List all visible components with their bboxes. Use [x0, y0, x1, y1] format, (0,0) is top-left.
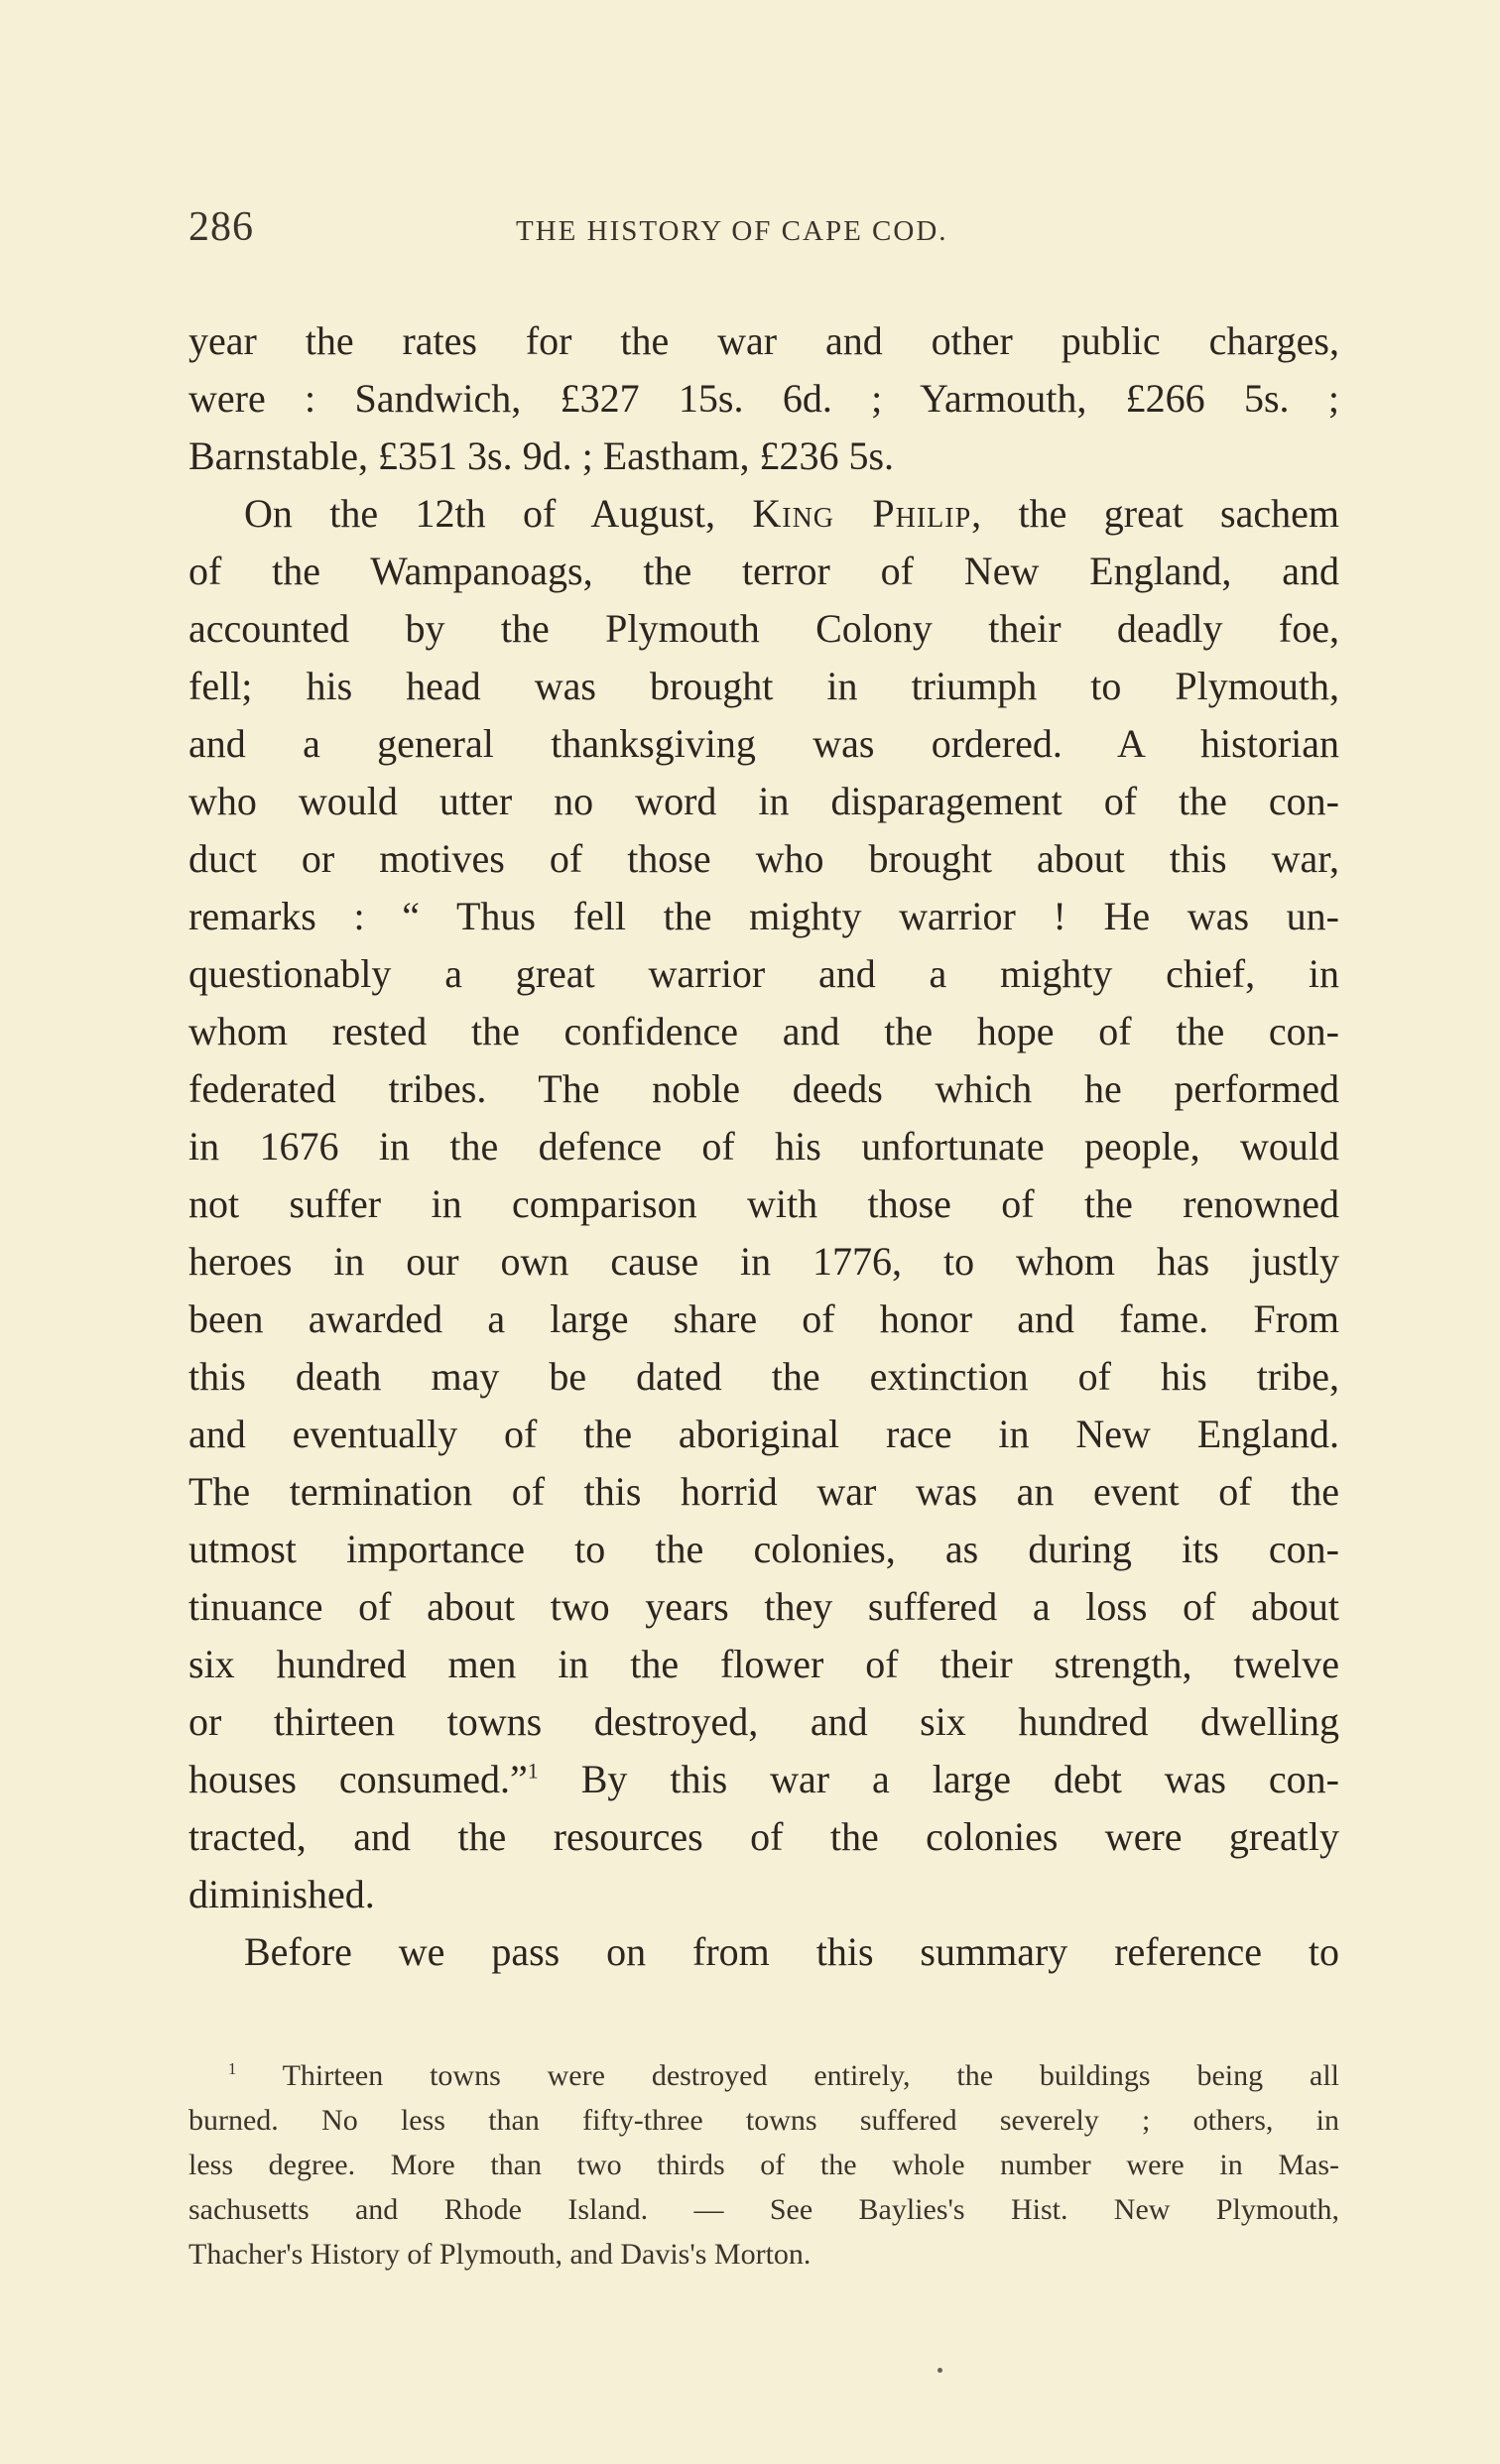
- footnote-line: burned. No less than fifty-three towns suffered severely ; others, in: [188, 2104, 1339, 2137]
- footnote-line: sachusetts and Rhode Island. — See Baylies's Hist. New Plymouth,: [188, 2193, 1339, 2226]
- page-header: [188, 203, 1339, 263]
- text-fragment: houses consumed.”: [188, 1757, 528, 1801]
- footnote-line: less degree. More than two thirds of the whole number were in Mas-: [188, 2149, 1339, 2181]
- text-fragment: the 12th of August,: [329, 491, 715, 536]
- text-line: or thirteen towns destroyed, and six hundred dwelling: [188, 1699, 1339, 1744]
- text-line: not suffer in comparison with those of the renowned: [188, 1181, 1339, 1226]
- footnotes: [188, 2053, 1339, 2277]
- text-line: tracted, and the resources of the colonies were greatly: [188, 1814, 1339, 1859]
- text-line: Barnstable, £351 3s. 9d. ; Eastham, £236 5s.: [188, 433, 895, 478]
- text-line: and a general thanksgiving was ordered. A historian: [188, 721, 1339, 766]
- text-fragment: Thirteen towns were destroyed entirely, the buildings being all: [236, 2059, 1339, 2092]
- text-line: six hundred men in the flower of their strength, twelve: [188, 1642, 1339, 1686]
- text-line: federated tribes. The noble deeds which he performed: [188, 1066, 1339, 1111]
- text-line: questionably a great warrior and a mighty chief, in: [188, 951, 1339, 996]
- footnote-reference: 1: [527, 1758, 539, 1784]
- text-fragment: On: [244, 491, 293, 536]
- text-line: Before we pass on from this summary reference to: [244, 1929, 1339, 1974]
- page-number: 286: [188, 204, 254, 250]
- text-line: in 1676 in the defence of his unfortunate people, would: [188, 1124, 1339, 1169]
- text-line: who would utter no word in disparagement of the con-: [188, 779, 1339, 823]
- text-line: diminished.: [188, 1872, 375, 1916]
- text-fragment: , the great sachem: [971, 491, 1339, 536]
- text-line: remarks : “ Thus fell the mighty warrior ! He was un-: [188, 894, 1339, 938]
- running-title: THE HISTORY OF CAPE COD.: [516, 215, 948, 247]
- text-line: been awarded a large share of honor and fame. From: [188, 1296, 1339, 1341]
- text-line: whom rested the confidence and the hope of the con-: [188, 1009, 1339, 1053]
- text-line: of the Wampanoags, the terror of New England, and: [188, 549, 1339, 593]
- text-line: utmost importance to the colonies, as during its con-: [188, 1527, 1339, 1571]
- footnote-line: Thacher's History of Plymouth, and Davis's Morton.: [188, 2238, 812, 2271]
- text-line: [188, 1751, 1339, 1808]
- king-philip-name: King Philip: [752, 491, 972, 536]
- paper-speck: [938, 2368, 942, 2373]
- text-fragment: By this war a large debt was con-: [538, 1757, 1340, 1801]
- text-line: duct or motives of those who brought about this war,: [188, 836, 1339, 881]
- text-line: fell; his head was brought in triumph to Plymouth,: [188, 664, 1339, 708]
- text-line: tinuance of about two years they suffered a loss of about: [188, 1584, 1339, 1629]
- text-line: The termination of this horrid war was an event of the: [188, 1469, 1339, 1514]
- text-line: [188, 485, 1339, 543]
- text-line: this death may be dated the extinction of his tribe,: [188, 1354, 1339, 1399]
- text-line: were : Sandwich, £327 15s. 6d. ; Yarmouth, £266 5s. ;: [188, 376, 1339, 421]
- text-line: year the rates for the war and other public charges,: [188, 318, 1339, 363]
- footnote-line: [188, 2053, 1339, 2098]
- text-line: heroes in our own cause in 1776, to whom has justly: [188, 1239, 1339, 1284]
- text-line: accounted by the Plymouth Colony their deadly foe,: [188, 606, 1339, 651]
- body-text: [188, 312, 1339, 1981]
- text-line: and eventually of the aboriginal race in New England.: [188, 1412, 1339, 1456]
- footnote-marker: 1: [228, 2059, 237, 2078]
